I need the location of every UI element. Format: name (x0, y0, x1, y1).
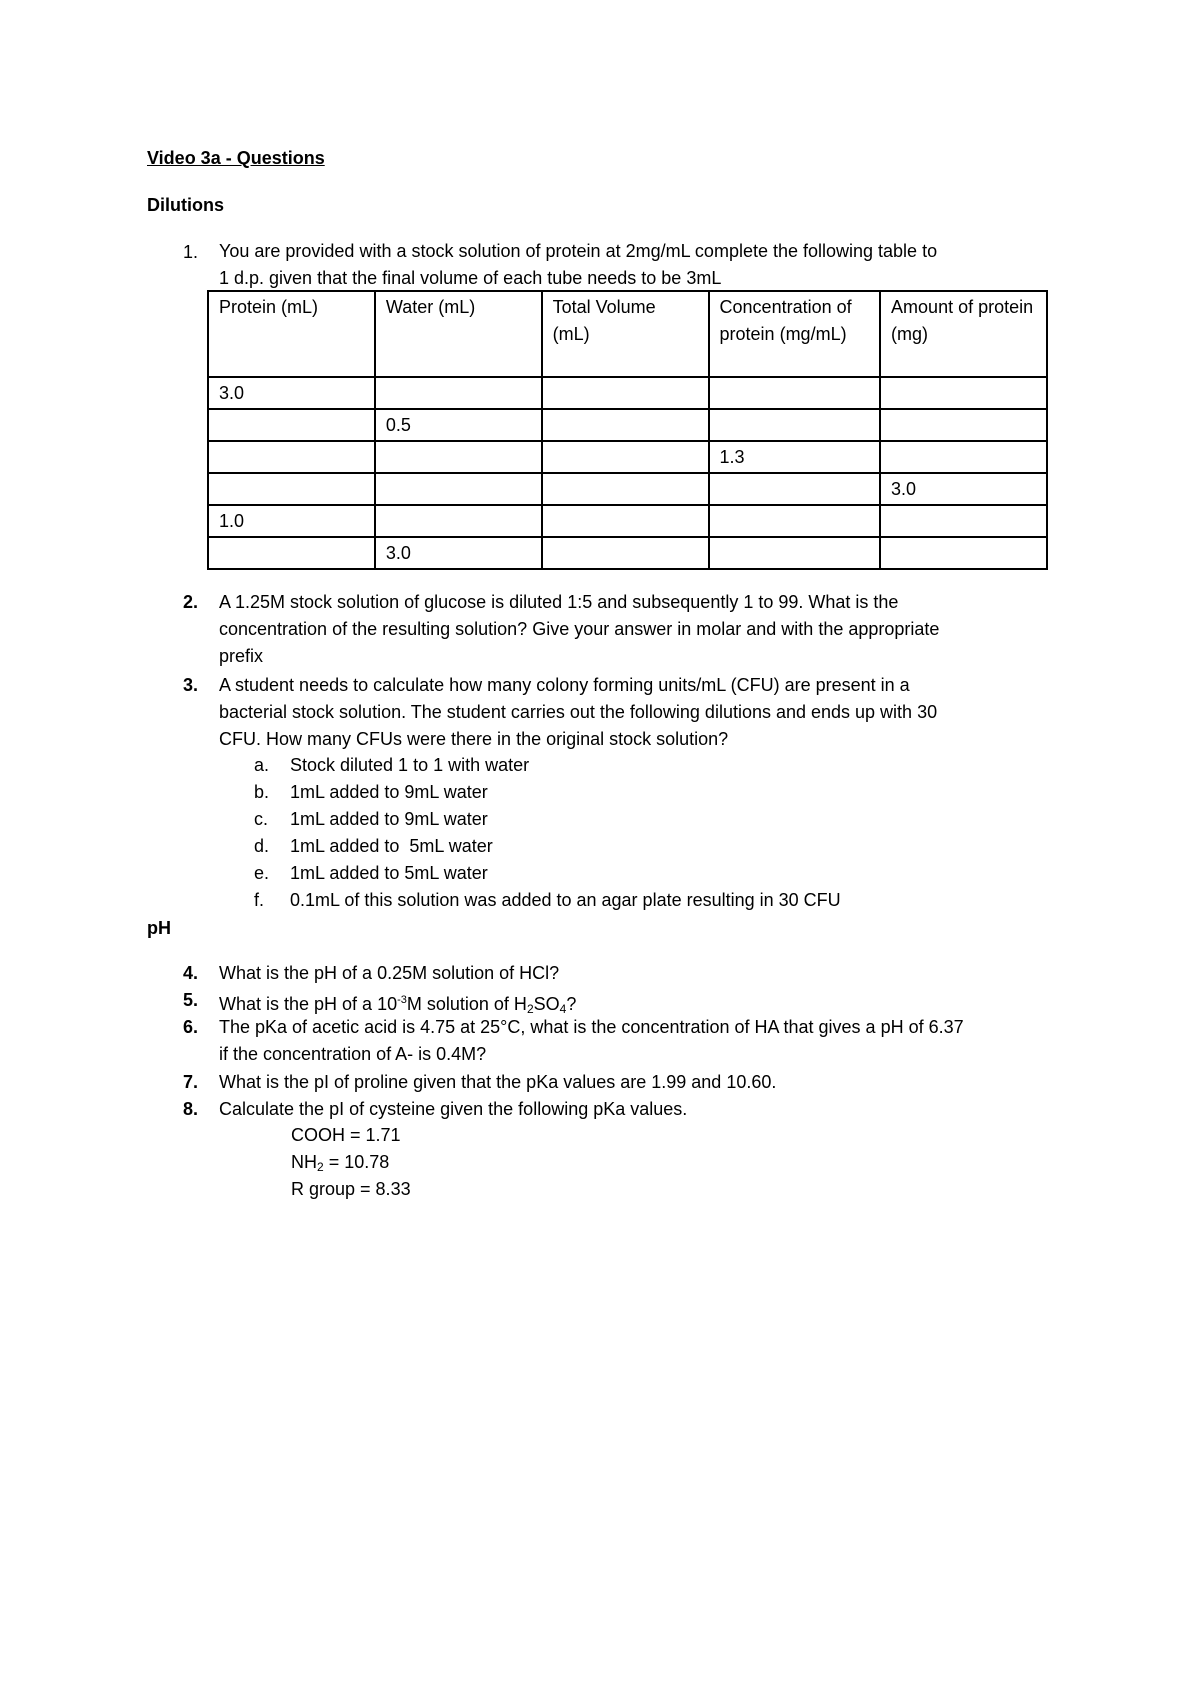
table-cell (375, 505, 542, 537)
q5-exponent: -3 (397, 994, 407, 1006)
question-8-number: 8. (183, 1099, 199, 1119)
header-total-volume: Total Volume (mL) (542, 291, 709, 377)
section-heading-ph: pH (147, 918, 171, 938)
table-cell: 3.0 (208, 377, 375, 409)
q5-end: ? (566, 994, 577, 1014)
sub-item-letter: a. (254, 755, 270, 775)
table-cell (208, 537, 375, 569)
table-cell (375, 377, 542, 409)
q5-mid: M solution of H (406, 994, 527, 1014)
question-7-text: What is the pI of proline given that the pKa values are 1.99 and 10.60. (219, 1072, 777, 1092)
sub-item-letter: f. (254, 890, 265, 910)
question-4-text: What is the pH of a 0.25M solution of HCl? (219, 963, 560, 983)
table-cell (709, 537, 881, 569)
dilution-table (207, 290, 1048, 570)
table-cell (208, 473, 375, 505)
sub-item-letter: c. (254, 809, 269, 829)
q5-pre: What is the pH of a 10 (219, 994, 398, 1014)
table-cell: 1.0 (208, 505, 375, 537)
table-cell (542, 377, 709, 409)
sub-item-text: 1mL added to 9mL water (290, 782, 488, 802)
table-row (208, 473, 1047, 505)
question-2-line-1: A 1.25M stock solution of glucose is diluted 1:5 and subsequently 1 to 99. What is the (219, 592, 899, 612)
nh-pre: NH (291, 1152, 317, 1172)
header-amount: Amount of protein (mg) (880, 291, 1047, 377)
q5-subscript-2: 4 (559, 1002, 567, 1016)
table-cell: 3.0 (880, 473, 1047, 505)
sub-item-text: 1mL added to 9mL water (290, 809, 488, 829)
sub-item-text: 1mL added to 5mL water (290, 836, 493, 856)
table-cell (880, 377, 1047, 409)
header-water: Water (mL) (375, 291, 542, 377)
question-3-line-3: CFU. How many CFUs were there in the original stock solution? (219, 729, 729, 749)
table-cell (542, 473, 709, 505)
table-row (208, 537, 1047, 569)
nh-subscript: 2 (317, 1160, 324, 1174)
question-4-number: 4. (183, 963, 199, 983)
table-cell (709, 505, 881, 537)
table-row (208, 409, 1047, 441)
header-protein: Protein (mL) (208, 291, 375, 377)
table-header-row (208, 291, 1047, 377)
table-row (208, 377, 1047, 409)
question-3-number: 3. (183, 675, 199, 695)
header-concentration: Concentration of protein (mg/mL) (709, 291, 881, 377)
pka-nh2 (291, 1152, 389, 1174)
table-cell: 1.3 (709, 441, 881, 473)
question-1-line-2: 1 d.p. given that the final volume of each tube needs to be 3mL (219, 268, 722, 288)
table-cell (880, 409, 1047, 441)
nh-post: = 10.78 (323, 1152, 390, 1172)
table-cell (375, 473, 542, 505)
table-cell (208, 409, 375, 441)
page-title: Video 3a - Questions (147, 148, 325, 168)
table-cell (375, 441, 542, 473)
pka-cooh: COOH = 1.71 (291, 1125, 401, 1145)
table-cell (880, 537, 1047, 569)
table-cell (709, 409, 881, 441)
table-row (208, 505, 1047, 537)
table-row (208, 441, 1047, 473)
question-6-number: 6. (183, 1017, 199, 1037)
sub-item-letter: b. (254, 782, 270, 802)
table-cell (542, 505, 709, 537)
sub-item-letter: e. (254, 863, 270, 883)
question-7-number: 7. (183, 1072, 199, 1092)
question-6-line-2: if the concentration of A- is 0.4M? (219, 1044, 487, 1064)
question-2-line-3: prefix (219, 646, 264, 666)
question-8-text: Calculate the pI of cysteine given the following pKa values. (219, 1099, 688, 1119)
sub-item-text: 1mL added to 5mL water (290, 863, 488, 883)
sub-item-text: Stock diluted 1 to 1 with water (290, 755, 530, 775)
question-1-line-1: You are provided with a stock solution of protein at 2mg/mL complete the following table to (219, 241, 938, 261)
table-cell (542, 409, 709, 441)
table-cell (542, 537, 709, 569)
q5-so: SO (533, 994, 560, 1014)
table-cell: 3.0 (375, 537, 542, 569)
table-cell (880, 505, 1047, 537)
table-cell (709, 377, 881, 409)
q5-subscript-1: 2 (526, 1002, 534, 1016)
question-1-number: 1. (183, 242, 199, 262)
sub-item-text: 0.1mL of this solution was added to an agar plate resulting in 30 CFU (290, 890, 841, 910)
table-cell (208, 441, 375, 473)
question-6-line-1: The pKa of acetic acid is 4.75 at 25°C, what is the concentration of HA that gives a pH of 6.37 (219, 1017, 964, 1037)
table-cell: 0.5 (375, 409, 542, 441)
table-cell (709, 473, 881, 505)
section-heading-dilutions: Dilutions (147, 195, 224, 215)
question-2-line-2: concentration of the resulting solution? Give your answer in molar and with the appropriate (219, 619, 940, 639)
question-2-number: 2. (183, 592, 199, 612)
pka-r-group: R group = 8.33 (291, 1179, 411, 1199)
question-3-line-2: bacterial stock solution. The student carries out the following dilutions and ends up with 30 (219, 702, 938, 722)
table-cell (542, 441, 709, 473)
question-5-number: 5. (183, 990, 199, 1010)
sub-item-letter: d. (254, 836, 270, 856)
question-3-line-1: A student needs to calculate how many colony forming units/mL (CFU) are present in a (219, 675, 910, 695)
table-cell (880, 441, 1047, 473)
